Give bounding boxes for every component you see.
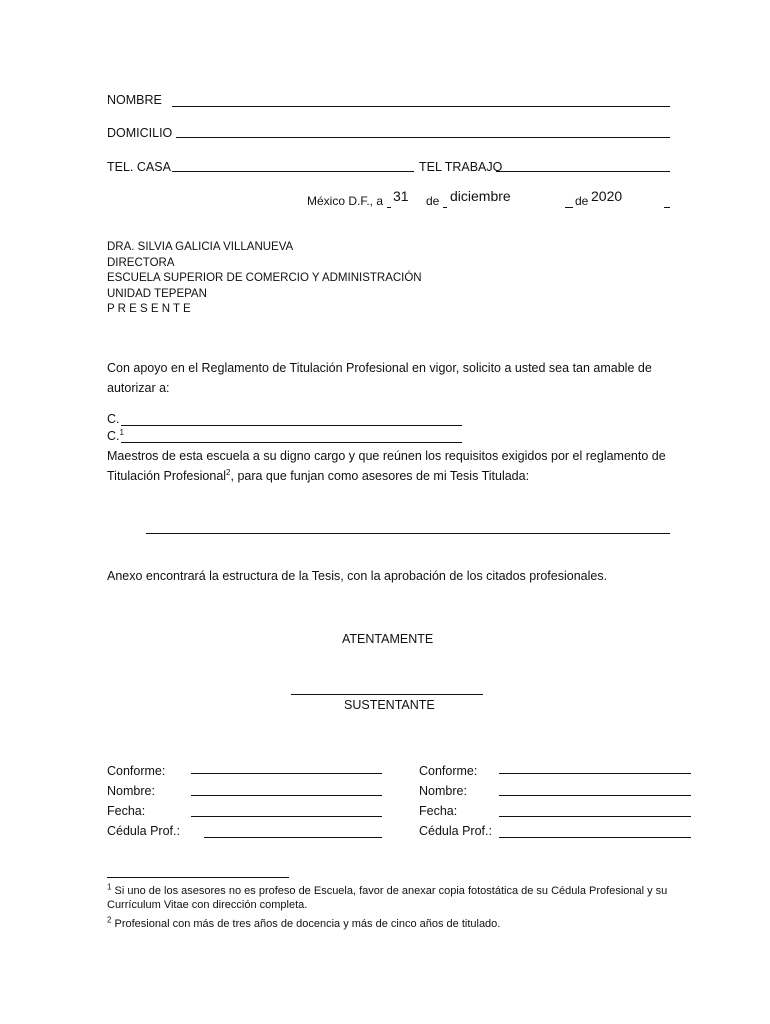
recipient-name: DRA. SILVIA GALICIA VILLANUEVA <box>107 241 294 253</box>
sustentante-label: SUSTENTANTE <box>344 698 435 712</box>
left-fecha-label: Fecha: <box>107 804 146 818</box>
date-day-field[interactable]: 31 <box>393 188 409 204</box>
recipient-presente: P R E S E N T E <box>107 303 191 315</box>
date-month-underline <box>443 207 447 208</box>
right-nombre-label: Nombre: <box>419 784 467 798</box>
left-nombre-label: Nombre: <box>107 784 155 798</box>
nombre-field[interactable] <box>172 106 670 107</box>
left-fecha-field[interactable] <box>191 816 382 817</box>
advisors-paragraph <box>107 446 677 486</box>
tel-casa-label: TEL. CASA <box>107 160 171 174</box>
c2-label: C. <box>107 429 120 443</box>
right-fecha-field[interactable] <box>499 816 691 817</box>
advisors-footnote-ref: 2 <box>226 467 231 477</box>
date-de2: de <box>575 194 589 208</box>
domicilio-label: DOMICILIO <box>107 126 173 140</box>
footnote-2-number: 2 <box>107 915 112 925</box>
thesis-title-field[interactable] <box>146 533 670 534</box>
left-nombre-field[interactable] <box>191 795 382 796</box>
recipient-title: DIRECTORA <box>107 256 175 269</box>
date-year-field[interactable]: 2020 <box>591 188 623 204</box>
left-cedula-field[interactable] <box>204 837 382 838</box>
nombre-label: NOMBRE <box>107 93 162 107</box>
recipient-unit: UNIDAD TEPEPAN <box>107 287 207 300</box>
date-day-underline <box>387 207 391 208</box>
right-fecha-label: Fecha: <box>419 804 458 818</box>
tel-trabajo-label: TEL TRABAJO <box>419 160 503 174</box>
left-conforme-label: Conforme: <box>107 764 166 778</box>
intro-paragraph: Con apoyo en el Reglamento de Titulación Profesional en vigor, solicito a usted sea tan amable de autorizar a: <box>107 361 652 395</box>
right-conforme-label: Conforme: <box>419 764 478 778</box>
right-conforme-field[interactable] <box>499 773 691 774</box>
tel-casa-field[interactable] <box>172 171 414 172</box>
footnote-2 <box>107 917 687 931</box>
date-prefix: México D.F., a <box>307 194 384 208</box>
date-month-field[interactable]: diciembre <box>450 188 511 204</box>
footnote-2-text: Profesional con más de tres años de docencia y más de cinco años de titulado. <box>111 918 501 930</box>
tel-trabajo-field[interactable] <box>496 171 670 172</box>
date-de1: de <box>426 194 440 208</box>
c1-label: C. <box>107 412 120 426</box>
date-end-underline <box>664 207 670 208</box>
c2-label-wrap <box>107 429 124 443</box>
right-nombre-field[interactable] <box>499 795 691 796</box>
advisors-text-b: , para que funjan como asesores de mi Tesis Titulada: <box>230 469 530 483</box>
right-cedula-label: Cédula Prof.: <box>419 824 492 838</box>
left-cedula-label: Cédula Prof.: <box>107 824 180 838</box>
right-cedula-field[interactable] <box>499 837 691 838</box>
footnote-1-text: Si uno de los asesores no es profeso de Escuela, favor de anexar copia fotostática de su Cédula Profesional y su Currículum Vitae con dirección completa. <box>107 885 668 911</box>
footnote-1-number: 1 <box>107 882 112 892</box>
annex-paragraph: Anexo encontrará la estructura de la Tesis, con la aprobación de los citados profesionales. <box>107 569 608 583</box>
footnote-divider <box>107 877 289 878</box>
footnote-1 <box>107 884 687 912</box>
recipient-block <box>107 240 422 318</box>
date-de2-underline <box>565 207 573 208</box>
c1-field[interactable] <box>121 425 462 426</box>
c2-footnote-ref: 1 <box>119 427 124 437</box>
left-conforme-field[interactable] <box>191 773 382 774</box>
atentamente-label: ATENTAMENTE <box>342 632 434 646</box>
domicilio-field[interactable] <box>176 137 670 138</box>
c2-field[interactable] <box>121 442 462 443</box>
recipient-school: ESCUELA SUPERIOR DE COMERCIO Y ADMINISTRACIÓN <box>107 272 422 284</box>
advisors-text-a: Maestros de esta escuela a su digno cargo y que reúnen los requisitos exigidos por el reglamento de Titulación Profesional <box>107 449 666 483</box>
signature-line[interactable] <box>291 694 483 695</box>
